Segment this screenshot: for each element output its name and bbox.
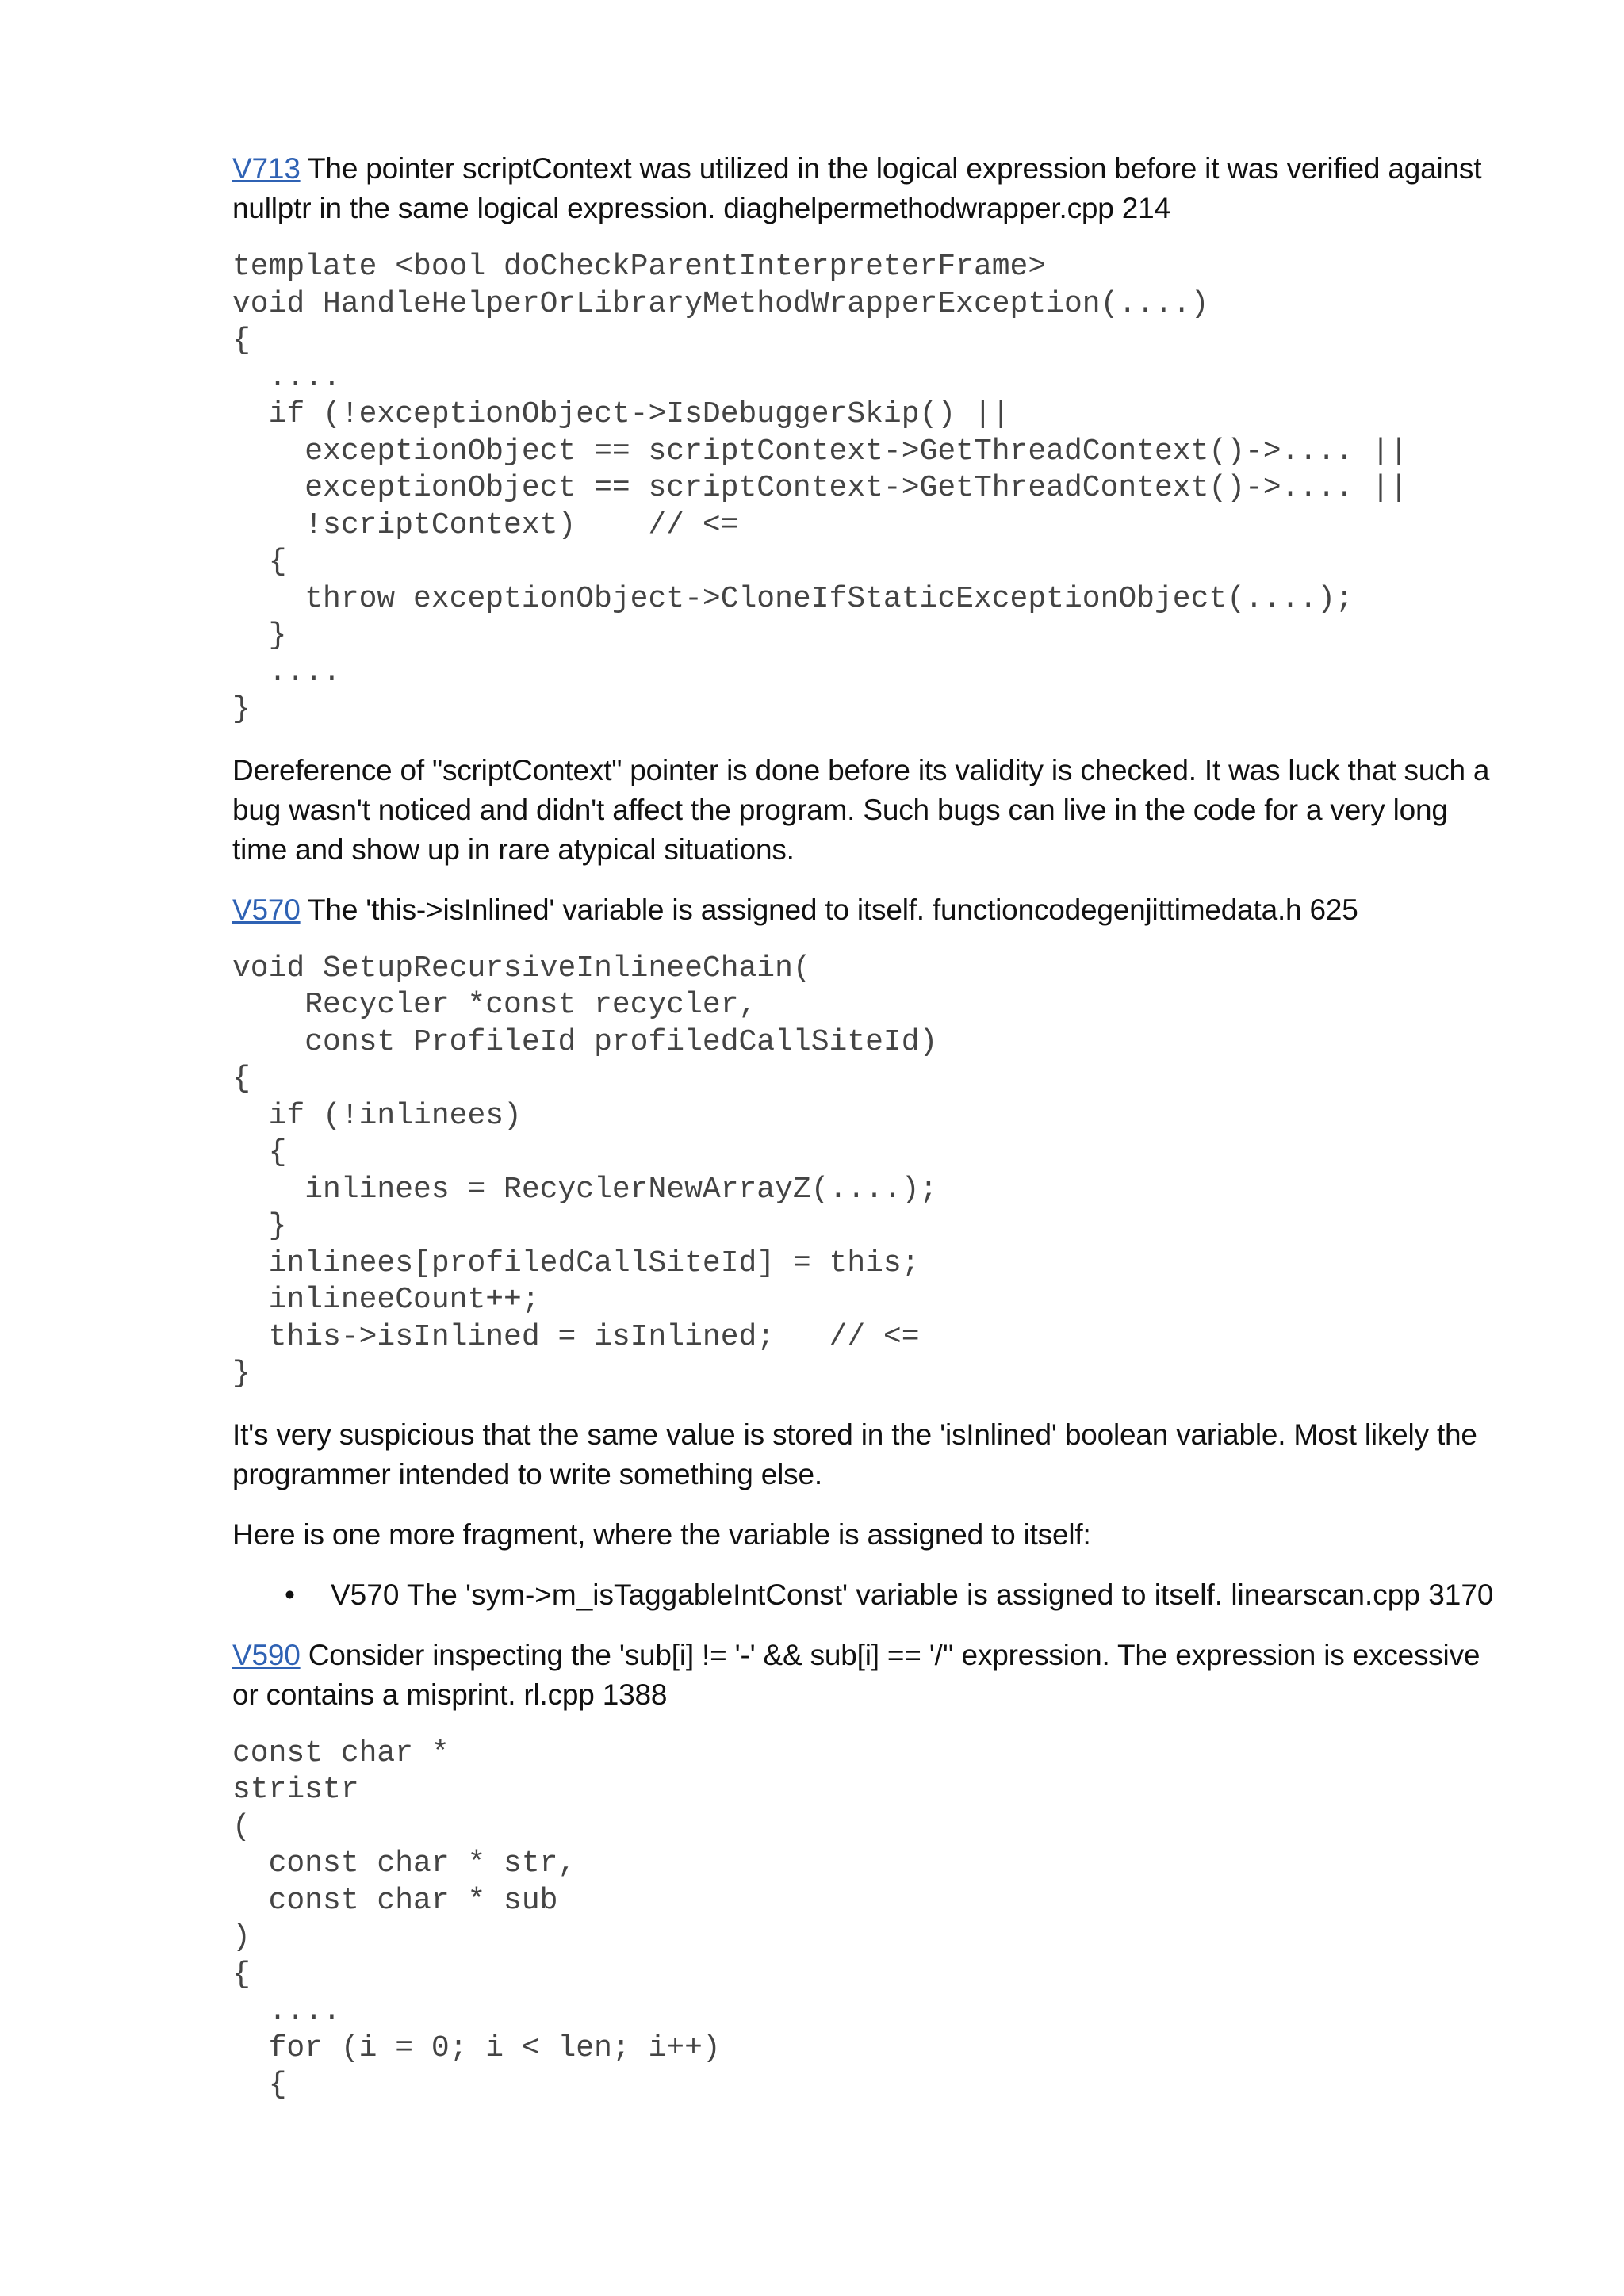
followup-paragraph: Here is one more fragment, where the variable is assigned to itself: [232, 1517, 1091, 1551]
code-line: exceptionObject == scriptContext->GetThreadContext()->.... || [232, 434, 1408, 469]
code-line: const char * [232, 1735, 450, 1770]
diagnostic-link-v590[interactable]: V590 [232, 1638, 301, 1671]
code-line: this->isInlined = isInlined; // <= [232, 1319, 920, 1354]
code-line: { [232, 1135, 287, 1169]
code-line: { [232, 1957, 251, 1992]
diagnostic-text: The 'this->isInlined' variable is assigned to itself. functioncodegenjittimedata.h 625 [300, 893, 1358, 926]
code-line: } [232, 692, 251, 726]
code-line: void SetupRecursiveInlineeChain( [232, 951, 811, 985]
code-block-2 [232, 951, 1501, 1393]
diagnostic-v713 [232, 149, 1501, 228]
code-line: !scriptContext) // <= [232, 507, 739, 542]
code-line: { [232, 545, 287, 579]
code-line: inlineeCount++; [232, 1283, 540, 1317]
code-line: ) [232, 1920, 251, 1954]
code-line: .... [232, 360, 341, 395]
code-line: const char * sub [232, 1883, 558, 1918]
code-block-3 [232, 1735, 1501, 2104]
code-line: inlinees[profiledCallSiteId] = this; [232, 1246, 920, 1280]
bullet-list [232, 1575, 1501, 1615]
list-item [285, 1575, 1501, 1615]
diagnostic-text: The pointer scriptContext was utilized in the logical expression before it was verified against nullptr in the same logical expression. diaghelpermethodwrapper.cpp 214 [232, 152, 1482, 224]
code-line: { [232, 323, 251, 358]
code-line: inlinees = RecyclerNewArrayZ(....); [232, 1172, 938, 1207]
explanation-paragraph: It's very suspicious that the same value is stored in the 'isInlined' boolean variable. Most likely the programmer intended to write something else. [232, 1418, 1477, 1490]
diagnostic-link-v570[interactable]: V570 [232, 893, 301, 926]
code-line: ( [232, 1809, 251, 1844]
code-line: if (!exceptionObject->IsDebuggerSkip() || [232, 397, 1010, 431]
code-line: if (!inlinees) [232, 1098, 522, 1133]
code-line: Recycler *const recycler, [232, 988, 757, 1022]
document-page [232, 149, 1501, 2126]
diagnostic-v590 [232, 1636, 1501, 1715]
diagnostic-link-v713[interactable]: V713 [232, 152, 301, 185]
code-line: stristr [232, 1773, 359, 1807]
code-line: } [232, 1209, 287, 1243]
code-line: throw exceptionObject->CloneIfStaticExceptionObject(....); [232, 581, 1354, 616]
code-block-1 [232, 249, 1501, 729]
code-line: const ProfileId profiledCallSiteId) [232, 1024, 938, 1059]
code-line: { [232, 1062, 251, 1096]
code-line: void HandleHelperOrLibraryMethodWrapperException(....) [232, 286, 1209, 321]
code-line: .... [232, 655, 341, 690]
bullet-icon: • [285, 1578, 295, 1611]
code-line: .... [232, 1994, 341, 2028]
diagnostic-text: Consider inspecting the 'sub[i] != '-' && sub[i] == '/'' expression. The expression is excessive or contains a misprint. rl.cpp 1388 [232, 1638, 1480, 1711]
code-line: template <bool doCheckParentInterpreterFrame> [232, 250, 1047, 284]
code-line: } [232, 1357, 251, 1391]
code-line: } [232, 618, 287, 652]
code-line: { [232, 2068, 287, 2102]
list-item-text: V570 The 'sym->m_isTaggableIntConst' variable is assigned to itself. linearscan.cpp 3170 [331, 1578, 1494, 1611]
explanation-paragraph: Dereference of "scriptContext" pointer is done before its validity is checked. It was luck that such a bug wasn't noticed and didn't affect the program. Such bugs can live in the code for a very long time and show up in rare atypical situations. [232, 753, 1490, 866]
code-line: exceptionObject == scriptContext->GetThreadContext()->.... || [232, 471, 1408, 505]
code-line: for (i = 0; i < len; i++) [232, 2030, 721, 2065]
code-line: const char * str, [232, 1846, 576, 1881]
diagnostic-v570 [232, 890, 1501, 930]
